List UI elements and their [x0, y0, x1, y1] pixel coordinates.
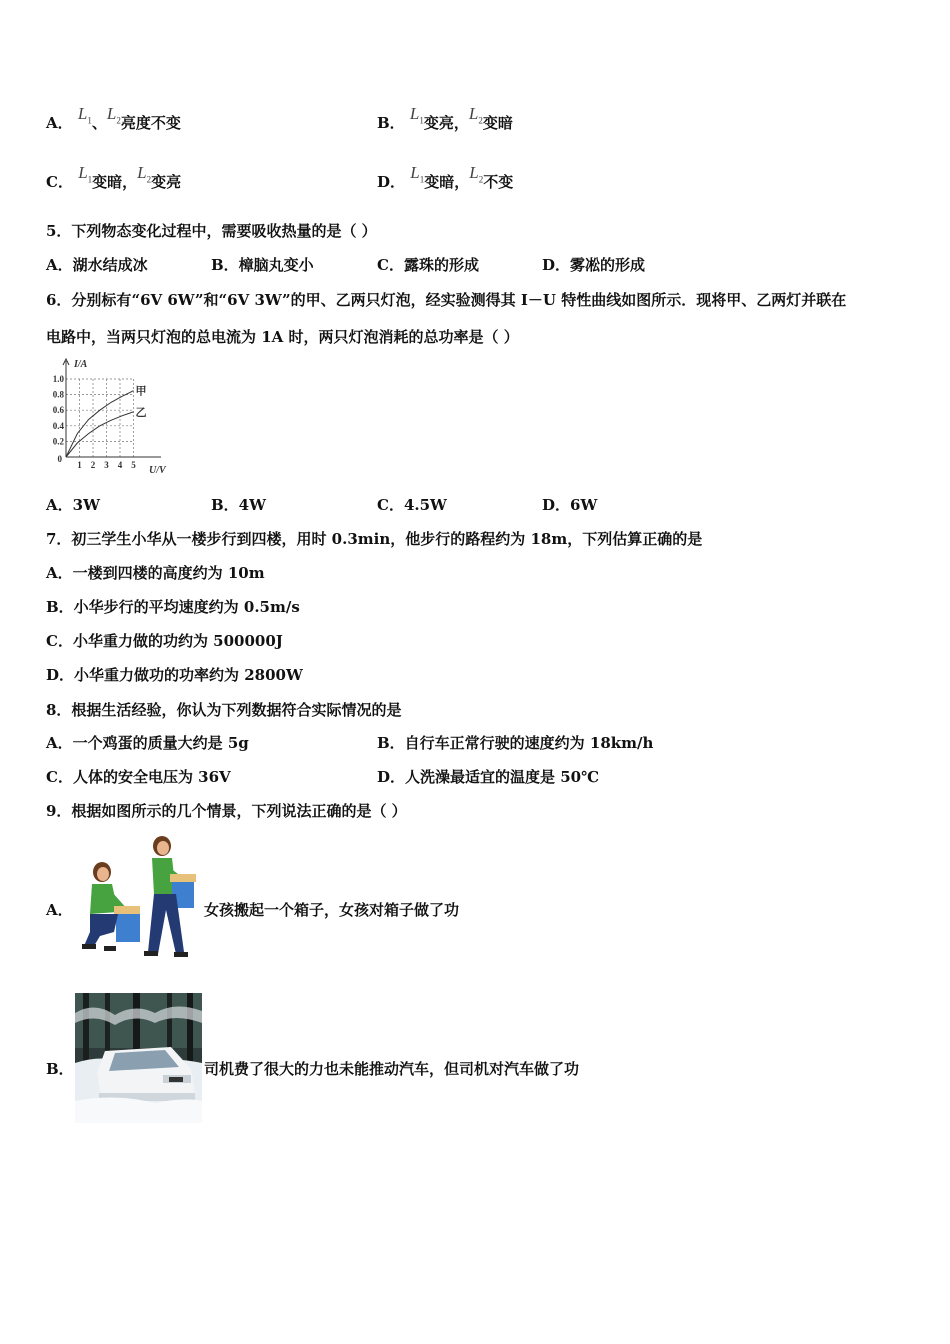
- q5-option-c[interactable]: C．露珠的形成: [377, 256, 479, 274]
- x-tick-label: 2: [90, 460, 96, 470]
- option-label: D．: [377, 173, 406, 191]
- separator: 、: [91, 114, 107, 132]
- q6-option-d[interactable]: D．6W: [542, 496, 598, 514]
- q5-stem: 5．下列物态变化过程中，需要吸收热量的是（ ）: [46, 222, 377, 240]
- chart-grid: [66, 379, 134, 457]
- option-label: A．: [46, 114, 73, 132]
- option-label: C．: [46, 173, 73, 191]
- q4-option-a[interactable]: [46, 104, 181, 134]
- q9-option-a-text: 女孩搬起一个箱子，女孩对箱子做了功: [204, 901, 460, 919]
- series-line-yi: [66, 412, 134, 457]
- y-tick-label: 0.8: [52, 389, 64, 400]
- option-text-1: 变暗，: [92, 173, 138, 191]
- x-tick-label: 3: [104, 460, 109, 470]
- x-tick-label: 5: [131, 460, 136, 470]
- option-text-1: 变暗，: [424, 173, 470, 191]
- option-text-1: 变亮，: [423, 114, 469, 132]
- q6-option-a[interactable]: A．3W: [46, 496, 100, 514]
- q9-stem: 9．根据如图所示的几个情景，下列说法正确的是（ ）: [46, 802, 407, 820]
- q6-stem-line2: 电路中，当两只灯泡的总电流为 1A 时，两只灯泡消耗的总功率是（ ）: [46, 328, 519, 346]
- lamp-symbol-l2: $L_2$: [137, 163, 152, 185]
- lamp-symbol-l1: $L_1$: [77, 104, 92, 126]
- q8-stem: 8．根据生活经验，你认为下列数据符合实际情况的是: [46, 701, 402, 719]
- q4-option-d[interactable]: [377, 163, 514, 193]
- lamp-symbol-l2: $L_2$: [106, 104, 121, 126]
- girl-lifting-box-illustration: [72, 836, 202, 961]
- lamp-symbol-l1: $L_1$: [409, 104, 424, 126]
- q9-option-a-label[interactable]: A．: [46, 901, 73, 919]
- option-label: B．: [377, 114, 405, 132]
- q6-option-b[interactable]: B．4W: [211, 496, 266, 514]
- q5-option-d[interactable]: D．雾凇的形成: [542, 256, 646, 274]
- option-text-2: 变暗: [482, 114, 513, 132]
- q8-option-b[interactable]: B．自行车正常行驶的速度约为 18km/h: [377, 734, 654, 752]
- q9-option-b-text: 司机费了很大的力也未能推动汽车，但司机对汽车做了功: [204, 1060, 580, 1078]
- q8-option-c[interactable]: C．人体的安全电压为 36V: [46, 768, 231, 786]
- q7-option-a[interactable]: A．一楼到四楼的高度约为 10m: [46, 564, 265, 582]
- lamp-symbol-l2: $L_2$: [469, 163, 484, 185]
- car-in-snow-photo: [75, 993, 202, 1123]
- y-tick-label: 0.6: [52, 405, 64, 416]
- series-label: 甲: [135, 384, 147, 398]
- q5-option-b[interactable]: B．樟脑丸变小: [211, 256, 314, 274]
- q7-option-c[interactable]: C．小华重力做的功约为 500000J: [46, 632, 283, 650]
- y-axis-label: I/A: [74, 359, 88, 370]
- y-tick-label: 0.4: [52, 420, 64, 431]
- x-tick-label: 1: [77, 460, 82, 470]
- q4-option-c[interactable]: [46, 163, 182, 193]
- y-tick-label: 1.0: [52, 374, 64, 384]
- q5-option-a[interactable]: A．湖水结成冰: [46, 256, 148, 274]
- chart-labels: [53, 359, 167, 476]
- lamp-symbol-l1: $L_1$: [410, 163, 425, 185]
- q7-option-b[interactable]: B．小华步行的平均速度约为 0.5m/s: [46, 598, 300, 616]
- iu-characteristic-chart: [40, 355, 180, 480]
- lamp-symbol-l1: $L_1$: [78, 163, 93, 185]
- q8-option-a[interactable]: A．一个鸡蛋的质量大约是 5g: [46, 734, 249, 752]
- series-line-jia: [66, 391, 134, 457]
- q6-stem-line1: 6．分别标有“6V 6W”和“6V 3W”的甲、乙两只灯泡，经实验测得其 I－U 特性曲线如图所示．现将甲、乙两灯并联在: [46, 291, 847, 309]
- q6-option-c[interactable]: C．4.5W: [377, 496, 447, 514]
- q8-option-d[interactable]: D．人洗澡最适宜的温度是 50℃: [377, 768, 600, 786]
- q7-stem: 7．初三学生小华从一楼步行到四楼，用时 0.3min，他步行的路程约为 18m，下列估算正确的是: [46, 530, 703, 548]
- x-axis-label: U/V: [149, 465, 166, 476]
- origin-label: 0: [57, 454, 62, 464]
- y-tick-label: 0.2: [52, 436, 64, 447]
- q4-option-b[interactable]: [377, 104, 513, 134]
- series-label: 乙: [135, 405, 147, 419]
- q9-option-b-label[interactable]: B．: [46, 1060, 74, 1078]
- option-text-2: 变亮: [151, 173, 182, 191]
- option-text-2: 不变: [483, 173, 514, 191]
- chart-series: [66, 391, 134, 457]
- lamp-symbol-l2: $L_2$: [468, 104, 483, 126]
- option-text: 亮度不变: [120, 114, 181, 132]
- x-tick-label: 4: [117, 460, 123, 470]
- q7-option-d[interactable]: D．小华重力做功的功率约为 2800W: [46, 666, 303, 684]
